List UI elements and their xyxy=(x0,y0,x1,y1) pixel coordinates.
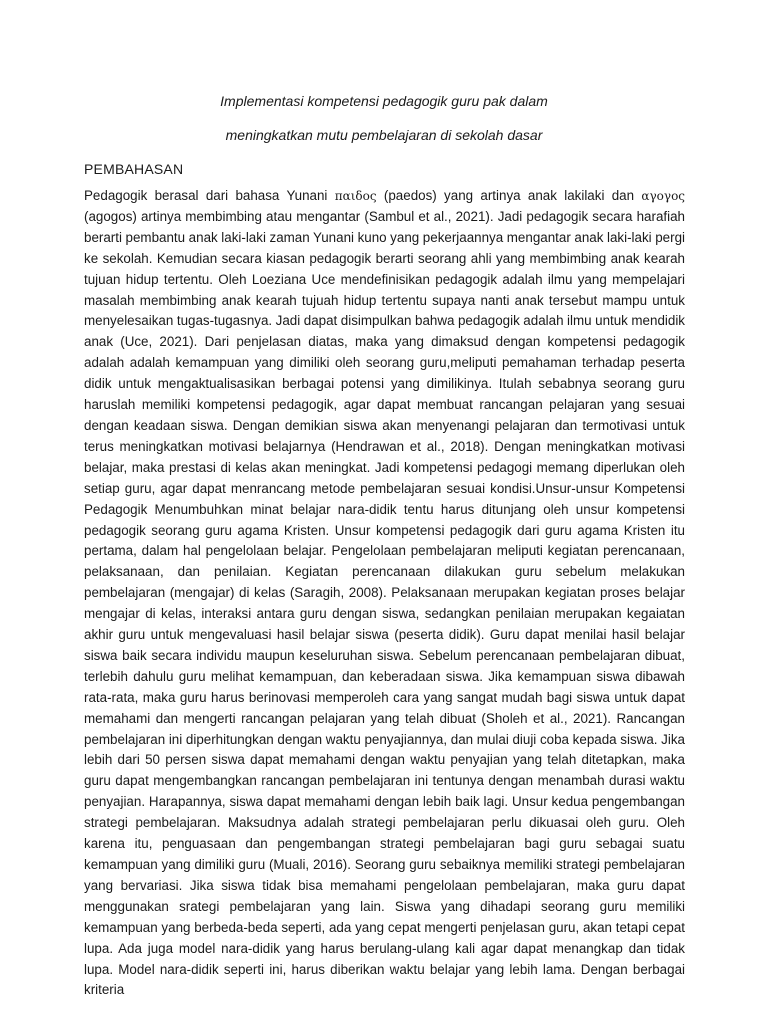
document-title-line-2: meningkatkan mutu pembelajaran di sekolah dasar xyxy=(225,127,543,143)
section-heading: PEMBAHASAN xyxy=(84,161,184,177)
greek-word-paedos: παιδος xyxy=(334,189,377,203)
body-text-mid: (paedos) yang artinya anak lakilaki dan xyxy=(376,188,642,203)
body-text-start: Pedagogik berasal dari bahasa Yunani xyxy=(84,188,335,203)
body-text-main: (agogos) artinya membimbing atau mengantar (Sambul et al., 2021). Jadi pedagogik secara harafiah berarti pembantu anak laki-laki zaman Yunani kuno yang pekerjaannya mengantar anak laki-laki pergi ke sekolah. Kemudian secara kiasan pedagogik berarti seorang ahli yang membimbing anak kearah tujuan hidup tertentu. Oleh Loeziana Uce mendefinisikan pedagogik adalah ilmu yang mempelajari masalah membimbing anak kearah tujuah hidup tertentu supaya nanti anak tersebut mampu untuk menyelesaikan tugas-tugasnya. Jadi dapat disimpulkan bahwa pedagogik adalah ilmu untuk mendidik anak (Uce, 2021). Dari penjelasan diatas, maka yang dimaksud dengan kompetensi pedagogik adalah adalah kemampuan yang dimiliki oleh seorang guru,meliputi pemahaman terhadap peserta didik untuk mengaktualisasikan berbagai potensi yang dimilikinya. Itulah sebabnya seorang guru haruslah memiliki kompetensi pedagogik, agar dapat membuat rancangan pelajaran yang sesuai dengan keadaan siswa. Dengan demikian siswa akan menyenangi pelajaran dan termotivasi untuk terus meningkatkan motivasi belajarnya (Hendrawan et al., 2018). Dengan meningkatkan motivasi belajar, maka prestasi di kelas akan meningkat. Jadi kompetensi pedagogi memang diperlukan oleh setiap guru, agar dapat menrancang metode pembelajaran sesuai kondisi.Unsur-unsur Kompetensi Pedagogik Menumbuhkan minat belajar nara-didik tentu harus ditunjang oleh unsur kompetensi pedagogik seorang guru agama Kristen. Unsur kompetensi pedagogik dari guru agama Kristen itu pertama, dalam hal pengelolaan belajar. Pengelolaan pembelajaran meliputi kegiatan perencanaan, pelaksanaan, dan penilaian. Kegiatan perencanaan dilakukan guru sebelum melakukan pembelajaran (mengajar) di kelas (Saragih, 2008). Pelaksanaan merupakan kegiatan proses belajar mengajar di kelas, interaksi antara guru dengan siswa, sedangkan penilaian merupakan kegaiatan akhir guru untuk mengevaluasi hasil belajar siswa (peserta didik). Guru dapat menilai hasil belajar siswa baik secara individu maupun keseluruhan siswa. Sebelum perencanaan pembelajaran dibuat, terlebih dahulu guru melihat kemampuan, dan keberadaan siswa. Jika kemampuan siswa dibawah rata-rata, maka guru harus berinovasi memperoleh cara yang sangat mudah bagi siswa untuk dapat memahami dan mengerti rancangan pelajaran yang telah dibuat (Sholeh et al., 2021). Rancangan pembelajaran ini diperhitungkan dengan waktu penyajiannya, dan mulai diuji coba kepada siswa. Jika lebih dari 50 persen siswa dapat memahami dengan waktu penyajian yang telah ditetapkan, maka guru dapat mengembangkan rancangan pembelajaran ini tentunya dengan menambah durasi waktu penyajian. Harapannya, siswa dapat memahami dengan lebih baik lagi. Unsur kedua pengembangan strategi pembelajaran. Maksudnya adalah strategi pembelajaran perlu dikuasai oleh guru. Oleh karena itu, penguasaan dan pengembangan strategi pembelajaran bagi guru sebagai suatu kemampuan yang dimiliki guru (Muali, 2016). Seorang guru sebaiknya memiliki strategi pembelajaran yang bervariasi. Jika siswa tidak bisa memahami pengelolaan pembelajaran, maka guru dapat menggunakan srategi pembelajaran yang lain. Siswa yang dihadapi seorang guru memiliki kemampuan yang berbeda-beda seperti, ada yang cepat mengerti penjelasan guru, akan tetapi cepat lupa. Ada juga model nara-didik yang harus berulang-ulang kali agar dapat menangkap dan tidak lupa. Model nara-didik seperti ini, harus diberikan waktu belajar yang lebih lama. Dengan berbagai kriteria xyxy=(84,208,685,998)
document-title-line-1: Implementasi kompetensi pedagogik guru pak dalam xyxy=(220,93,548,109)
body-paragraph xyxy=(84,186,685,1001)
greek-word-agogos: αγογος xyxy=(641,189,686,203)
